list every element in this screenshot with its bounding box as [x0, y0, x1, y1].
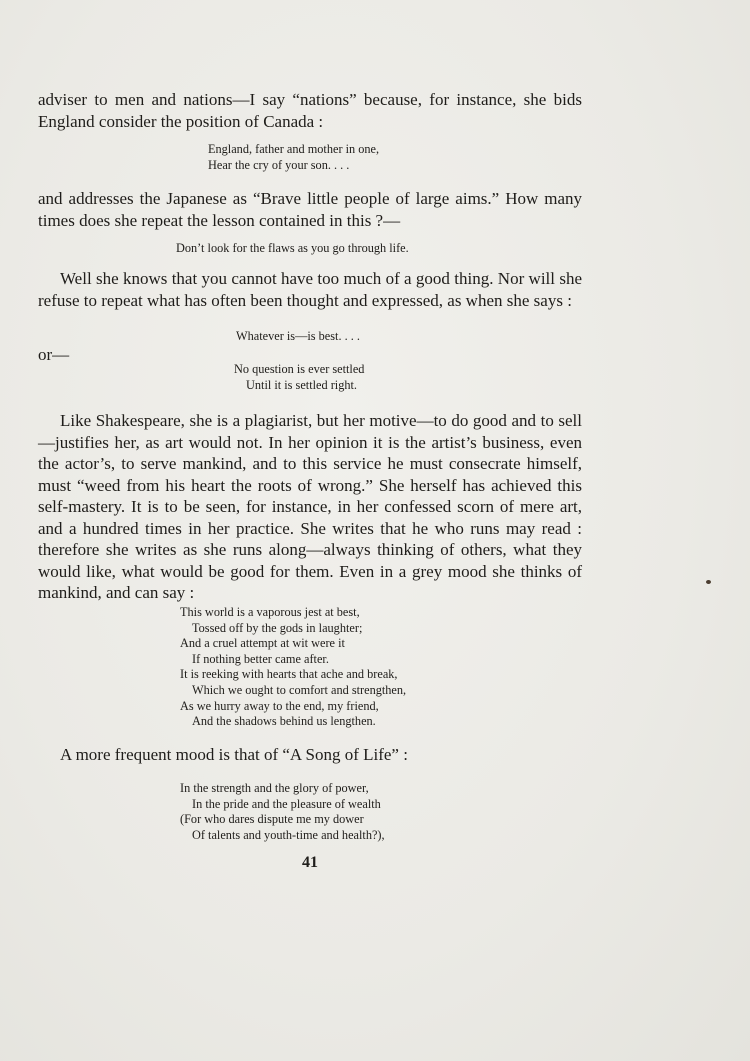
paragraph-1: adviser to men and nations—I say “nations” because, for instance, she bids England consider the position of Canada :	[38, 90, 582, 131]
paragraph-or: or—	[38, 345, 70, 364]
verse-line: Tossed off by the gods in laughter;	[192, 620, 363, 635]
paper-speck	[706, 580, 711, 584]
verse-line: If nothing better came after.	[192, 651, 329, 666]
paragraph-3: Well she knows that you cannot have too much of a good thing. Nor will she refuse to repeat what has often been thought and expressed, as when she says :	[38, 269, 582, 310]
paragraph-2: and addresses the Japanese as “Brave little people of large aims.” How many times does she repeat the lesson contained in this ?—	[38, 189, 582, 230]
verse-line: Hear the cry of your son. . . .	[208, 157, 350, 172]
quote-whatever	[236, 329, 360, 345]
verse-line: And the shadows behind us lengthen.	[192, 714, 376, 729]
page-number: 41	[302, 854, 318, 871]
verse-line: In the strength and the glory of power,	[180, 781, 369, 795]
quote-vaporous-jest	[180, 605, 406, 730]
verse-line: Until it is settled right.	[246, 377, 358, 392]
verse-line: Which we ought to comfort and strengthen,	[192, 682, 407, 697]
quote-question	[234, 362, 364, 393]
verse-line: And a cruel attempt at wit were it	[180, 636, 345, 651]
paragraph-4: Like Shakespeare, she is a plagiarist, but her motive—to do good and to sell—justifies her, as art would not. In her opinion it is the artist’s business, even the actor’s, to serve mankind, and to this service he must consecrate himself, must “weed from his heart the roots of wrong.” She herself has achieved this self-mastery. It is to be seen, for instance, in her confessed scorn of mere art, and a hundred times in her practice. She writes that he who runs may read : therefore she writes as she runs along—always thinking of others, what they would like, what would be good for them. Even in a grey mood she thinks of mankind, and can say :	[38, 411, 582, 602]
quote-flaws	[176, 241, 409, 257]
quote-song-of-life	[180, 781, 385, 843]
verse-line: (For who dares dispute me my dower	[180, 812, 364, 827]
paragraph-5: A more frequent mood is that of “A Song of Life” :	[60, 745, 408, 764]
verse-line: Don’t look for the flaws as you go through life.	[176, 241, 409, 255]
verse-line: Whatever is—is best. . . .	[236, 329, 360, 343]
verse-line: No question is ever settled	[234, 362, 365, 376]
verse-line: England, father and mother in one,	[208, 142, 380, 156]
verse-line: This world is a vaporous jest at best,	[180, 605, 360, 619]
verse-line: In the pride and the pleasure of wealth	[192, 796, 381, 811]
verse-line: As we hurry away to the end, my friend,	[180, 698, 379, 713]
verse-line: Of talents and youth-time and health?),	[192, 827, 385, 842]
verse-line: It is reeking with hearts that ache and break,	[180, 667, 398, 682]
quote-england	[208, 142, 379, 173]
